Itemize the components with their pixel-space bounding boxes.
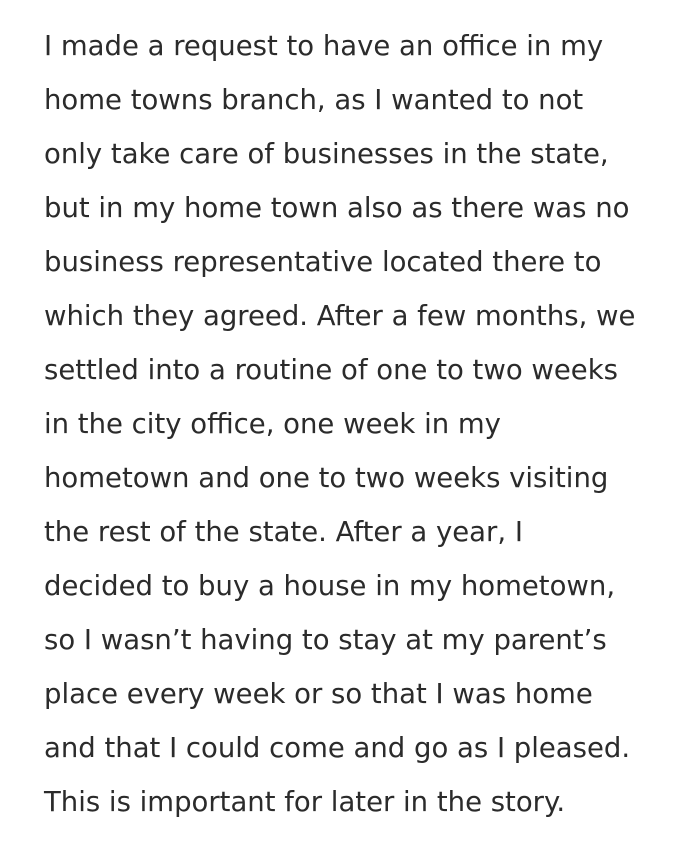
story-line: I made a request to have an office in my: [44, 30, 604, 62]
story-line: decided to buy a house in my hometown,: [44, 570, 616, 602]
story-line: This is important for later in the story.: [44, 786, 566, 818]
story-line: in the city office, one week in my: [44, 408, 501, 440]
story-line: so I wasn’t having to stay at my parent’s: [44, 624, 607, 656]
story-line: only take care of businesses in the state,: [44, 138, 609, 170]
story-line: place every week or so that I was home: [44, 678, 593, 710]
story-line: hometown and one to two weeks visiting: [44, 462, 609, 494]
story-line: business representative located there to: [44, 246, 602, 278]
story-line: home towns branch, as I wanted to not: [44, 84, 584, 116]
story-line: and that I could come and go as I pleased.: [44, 732, 631, 764]
story-line: the rest of the state. After a year, I: [44, 516, 523, 548]
story-line: which they agreed. After a few months, we: [44, 300, 636, 332]
story-line: but in my home town also as there was no: [44, 192, 630, 224]
story-line: settled into a routine of one to two weeks: [44, 354, 618, 386]
story-paragraph: [44, 22, 700, 832]
